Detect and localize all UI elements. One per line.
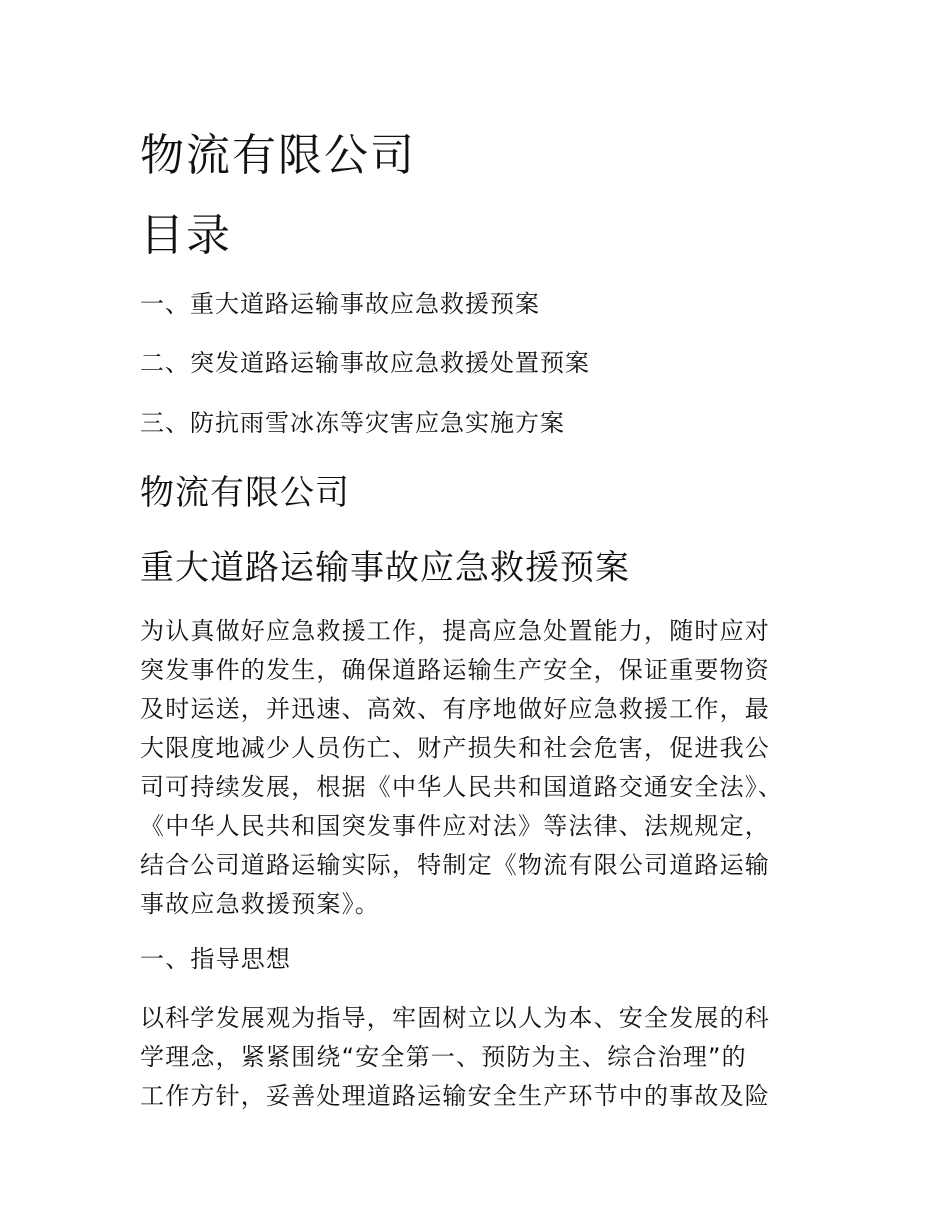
paragraph-line: 工作方针，妥善处理道路运输安全生产环节中的事故及险 [140, 1082, 770, 1110]
paragraph-line: 以科学发展观为指导，牢固树立以人为本、安全发展的科 [140, 1004, 770, 1032]
toc-item: 一、重大道路运输事故应急救援预案 [140, 290, 540, 318]
paragraph-line: 结合公司道路运输实际，特制定《物流有限公司道路运输 [140, 851, 770, 879]
paragraph-line: 事故应急救援预案》。 [140, 890, 380, 918]
paragraph-line: 学理念，紧紧围绕“安全第一、预防为主、综合治理”的 [140, 1043, 747, 1071]
paragraph-line: 突发事件的发生，确保道路运输生产安全，保证重要物资 [140, 656, 770, 684]
paragraph-line: 及时运送，并迅速、高效、有序地做好应急救援工作，最 [140, 695, 770, 723]
toc-item: 三、防抗雨雪冰冻等灾害应急实施方案 [140, 409, 565, 437]
paragraph-line: 《中华人民共和国突发事件应对法》等法律、法规规定， [140, 812, 770, 840]
paragraph-line: 司可持续发展，根据《中华人民共和国道路交通安全法》、 [140, 773, 784, 801]
section-company: 物流有限公司 [140, 473, 350, 513]
paragraph-line: 大限度地减少人员伤亡、财产损失和社会危害，促进我公 [140, 734, 770, 762]
company-title: 物流有限公司 [140, 130, 416, 181]
toc-title: 目录 [140, 210, 232, 261]
paragraph-line: 为认真做好应急救援工作，提高应急处置能力，随时应对 [140, 617, 770, 645]
section-title: 重大道路运输事故应急救援预案 [140, 548, 630, 588]
toc-item: 二、突发道路运输事故应急救援处置预案 [140, 349, 590, 377]
subheading: 一、指导思想 [140, 945, 292, 973]
